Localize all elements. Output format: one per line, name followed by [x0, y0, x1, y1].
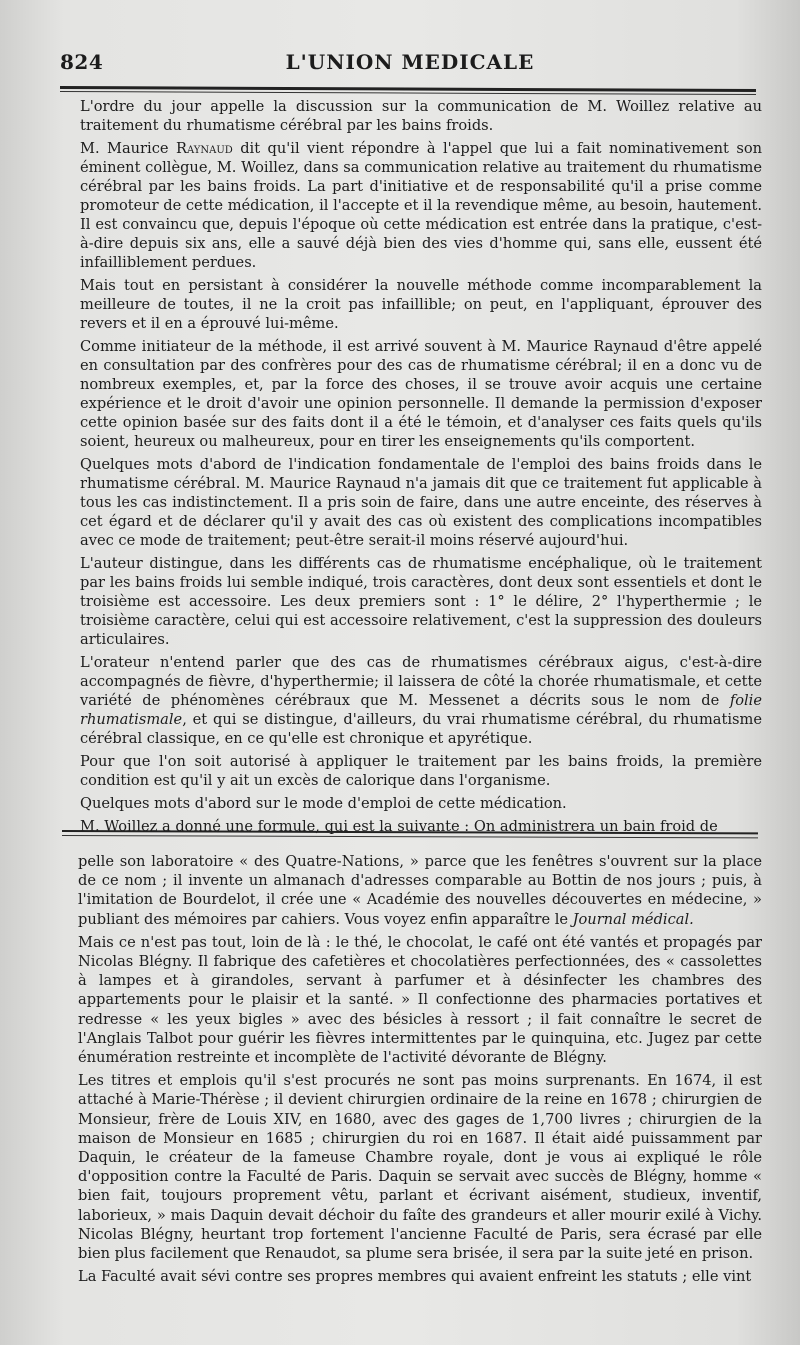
paragraph-characters: L'auteur distingue, dans les différents cas de rhumatisme encéphalique, où le traitement par les bains froids lui semble indiqué, trois caractères, dont deux sont essentiels et dont le troisième est accessoire. Les deux premiers sont : 1° le délire, 2° l'hyperthermie ; le troisième caractère, celui qui est accessoire relativement, c'est la suppression des douleurs articulaires. [80, 555, 762, 648]
paragraph-raynaud-body: dit qu'il vient répondre à l'appel que lui a fait nominativement son éminent collègue, M. Woillez, dans sa communication relative au traitement du rhumatisme cérébral par les bains froids. La part d'initiative et de responsabilité qu'il a prise comme promoteur de cette médication, il l'accepte et il la revendique même, au besoin, hautement. Il est convaincu que, depuis l'époque où cette médication est entrée dans la pratique, c'est-à-dire depuis six ans, elle a sauvé déjà bien des vies d'homme qui, sans elle, eussent été infailliblement perdues. [80, 140, 763, 271]
academy-report-section [80, 97, 762, 836]
paragraph-laboratory [78, 852, 762, 929]
paragraph-formula: M. Woillez a donné une formule, qui est la suivante : On administrera un bain froid de [80, 818, 718, 835]
running-head: L'UNION MEDICALE [285, 50, 535, 74]
paragraph-orator [80, 653, 762, 748]
paragraph-indication: Quelques mots d'abord de l'indication fondamentale de l'emploi des bains froids dans le rhumatisme cérébral. M. Maurice Raynaud n'a jamais dit que ce traitement fut applicable à tous les cas indistinctement. Il a pris soin de faire, dans une autre enceinte, des réserves à cet égard et de déclarer qu'il y avait des cas où existent des complications incompatibles avec ce mode de traitement; peut-être serait-il moins réservé aujourd'hui. [80, 456, 762, 549]
paragraph-agenda: L'ordre du jour appelle la discussion sur la communication de M. Woillez relative au traitement du rhumatisme cérébral par les bains froids. [80, 98, 762, 134]
header-rule-thin [60, 91, 756, 95]
paragraph-inventions: Mais ce n'est pas tout, loin de là : le thé, le chocolat, le café ont été vantés et propagés par Nicolas Blégny. Il fabrique des cafetières et chocolatières perfectionnées, des « cassolettes à lampes et à girandoles, servant à parfumer et à désinfecter les chambres des appartements pour le plaisir et la santé. » Il confectionne des pharmacies portatives et redresse « les yeux bigles » avec des bésicles à ressort ; il fait connaître le secret de l'Anglais Talbot pour guérir les fièvres intermittentes par le quinquina, etc. Jugez par cette énumération restreinte et incomplète de l'activité dévorante de Blégny. [78, 933, 762, 1067]
page-header [60, 44, 760, 78]
paragraph-orator-body: L'orateur n'entend parler que des cas de rhumatismes cérébraux aigus, c'est-à-dire accompagnés de fièvre, d'hyperthermie; il laissera de côté la chorée rhumatismale, et cette variété de phénomènes cérébraux que M. Messenet a décrits sous le nom de [80, 654, 762, 709]
paragraph-initiator: Comme initiateur de la méthode, il est arrivé souvent à M. Maurice Raynaud d'être appelé en consultation par des confrères pour des cas de rhumatisme cérébral; il en a donc vu de nombreux exemples, et, par la force des choses, il se trouve avoir acquis une certaine expérience et le droit d'avoir une opinion personnelle. Il demande la permission d'exposer cette opinion basée sur des faits dont il a été le témoin, et d'analyser ces faits quels qu'ils soient, heureux ou malheureux, pour en tirer les enseignements qu'ils comportent. [80, 338, 762, 450]
paragraph-method: Mais tout en persistant à considérer la nouvelle méthode comme incomparablement la meilleure de toutes, il ne la croit pas infaillible; on peut, en l'appliquant, éprouver des revers et il en a éprouvé lui-même. [80, 277, 762, 332]
paragraph-condition: Pour que l'on soit autorisé à appliquer le traitement par les bains froids, la première condition est qu'il y ait un excès de calorique dans l'organisme. [80, 753, 762, 789]
paragraph-raynaud-intro [80, 139, 762, 272]
paragraph-titles: Les titres et emplois qu'il s'est procurés ne sont pas moins surprenants. En 1674, il est attaché à Marie-Thérèse ; il devient chirurgien ordinaire de la reine en 1678 ; chirurgien de Monsieur, frère de Louis XIV, en 1680, avec des gages de 1,700 livres ; chirurgien de la maison de Monsieur en 1685 ; chirurgien du roi en 1687. Il était aidé puissamment par Daquin, le créateur de la fameuse Chambre royale, dont je vous ai expliqué le rôle d'opposition contre la Faculté de Paris. Daquin se servait avec succès de Blégny, homme « bien fait, toujours proprement vêtu, parlant et écrivant aisément, studieux, inventif, laborieux, » mais Daquin devait déchoir du faîte des grandeurs et aller mourir exilé à Vichy. Nicolas Blégny, heurtant trop fortement l'ancienne Faculté de Paris, sera écrasé par elle bien plus facilement que Renaudot, sa plume sera brisée, il sera par la suite jeté en prison. [78, 1072, 762, 1263]
journal-title: Journal médical. [572, 910, 694, 928]
feuilleton-section [78, 852, 762, 1286]
paragraph-faculty: La Faculté avait sévi contre ses propres membres qui avaient enfreint les statuts ; elle vint [78, 1268, 752, 1286]
paragraph-mode: Quelques mots d'abord sur le mode d'emploi de cette médication. [80, 795, 567, 812]
paragraph-orator-tail: , et qui se distingue, d'ailleurs, du vrai rhumatisme cérébral, du rhumatisme cérébral classique, en ce qu'elle est chronique et apyrétique. [80, 711, 762, 747]
paragraph-laboratory-body: pelle son laboratoire « des Quatre-Nations, » parce que les fenêtres s'ouvrent sur la place de ce nom ; il invente un almanach d'adresses comparable au Bottin de nos jours ; puis, à l'imitation de Bourdelot, il crée une « Académie des nouvelles découvertes en médecine, » publiant des mémoires par cahiers. Vous voyez enfin apparaître le [78, 853, 762, 928]
page-number: 824 [60, 50, 104, 74]
speaker-prefix: M. Maurice [80, 140, 169, 157]
folie-term: folie rhumatismale [80, 692, 762, 728]
speaker-name: Raynaud [175, 140, 233, 157]
